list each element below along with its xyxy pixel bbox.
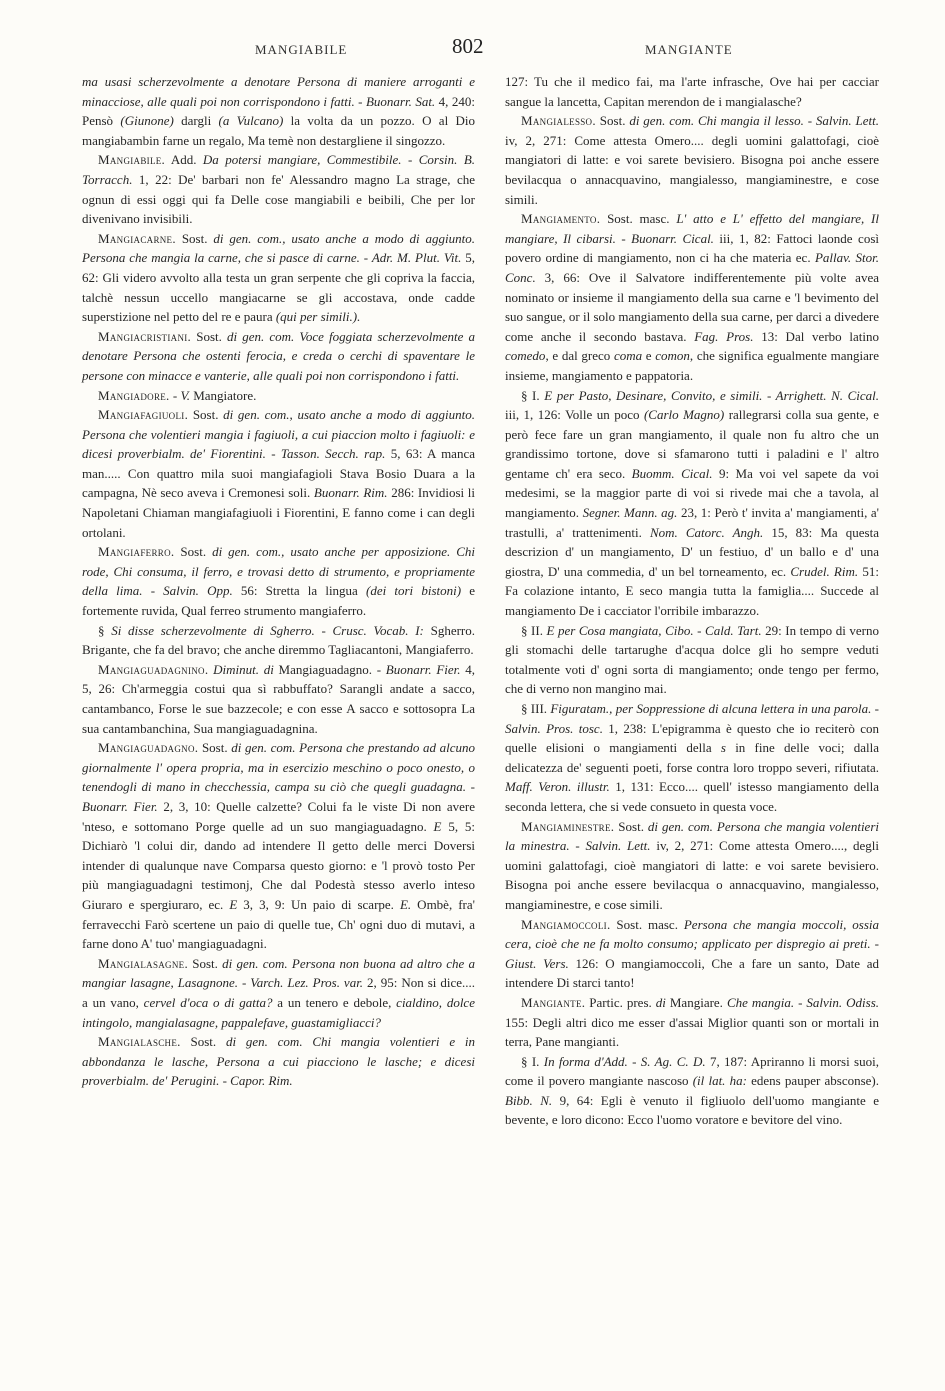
entry-mangiaferro-section: § Si disse scherzevolmente di Sgherro. - Crusc. Vocab. I: Sgherro. Brigante, che fa del bravo; che anche diremmo Tagliacantoni, Mangiaferro.: [82, 622, 475, 658]
headword: Mangialasche.: [98, 1034, 181, 1050]
headword: Mangiaguadagnino.: [98, 661, 209, 677]
headword: Mangialasagne.: [98, 955, 189, 971]
entry-mangiacarne: Mangiacarne. Sost. di gen. com., usato anche a modo di aggiunto. Persona che mangia la carne, che si pasce di carne. - Adr. M. Plut. Vit. 5, 62: Gli videro avvolto alla testa un gran serpente che gli copriva la faccia, talchè nessun uccello mangiacarne se gli accostava, onde cadde superstizione nel petto del re e paura (qui per simili.).: [82, 230, 475, 325]
entry-mangialasagne: Mangialasagne. Sost. di gen. com. Persona non buona ad altro che a mangiar lasagne, Lasagnone. - Varch. Lez. Pros. var. 2, 95: Non si dice.... a un vano, cervel d'oca o di gatta? a un tenero e debole, cialdino, dolce intingolo, mangialasagne, pappalefave, guastamigliacci?: [82, 955, 476, 1030]
running-head-right: MANGIANTE: [645, 42, 733, 57]
headword: Mangiafagiuoli.: [98, 407, 189, 423]
headword: Mangiadore.: [98, 387, 170, 403]
headword: Mangiabile.: [98, 152, 166, 168]
entry-mangiadore: Mangiadore. - V. Mangiatore.: [98, 387, 257, 403]
entry-mangiamoccoli: Mangiamoccoli. Sost. masc. Persona che mangia moccoli, ossia cera, cioè che ne fa molto consumo; applicato per dispregio ai preti. - Giust. Vers. 126: O mangiamoccoli, Che a fare un santo, Date ad intendere Di starci tanto!: [505, 916, 879, 991]
entry-mangiamento-section-1: § I. E per Pasto, Desinare, Convito, e simili. - Arrighett. N. Cical. iii, 1, 126: Volle un poco (Carlo Magno) rallegrarsi colla sua gente, e però fece fare un gran mangiamento, il quale non fu altro che un grandissimo tortone, dove si sfamarono tutti i paladini e l' altro gentame ch' era seco. Buomm. Cical. 9: Ma voi vel sapete da voi medesimi, se la maggior parte di voi si rivede mai che a tavola, al mangiamento. Segner. Mann. ag. 23, 1: Però t' invita a' mangiamenti, a' trastulli, a' trattenimenti. Nom. Catorc. Angh. 15, 83: Ma questa descrizion d' un mangiamento, D' un festiuo, d' un ballo e d' una giostra, D' una commedia, d' un bel torneamento, ec. Crudel. Rim. 51: Fa colazione intanto, E seco mangia tutta la famiglia.... Succede al mangiamento De i cacciator l'orribile imbarazzo.: [505, 387, 879, 619]
headword: Mangiamento.: [521, 211, 601, 227]
left-column: [82, 72, 475, 1091]
headword: Mangialesso.: [521, 113, 596, 129]
entry-mangiafagiuoli: Mangiafagiuoli. Sost. di gen. com., usato anche a modo di aggiunto. Persona che volentieri mangia i fagiuoli, a cui piaccion molto i fagiuoli: e dicesi proverbialm. de' Fiorentini. - Tasson. Secch. rap. 5, 63: A manca man..... Con quattro mila suoi mangiafagioli Stava Bosio Duara a la campagna, Nè seco aveva i Cremonesi soli. Buonarr. Rim. 286: Invidiosi li Napoletani Chiaman mangiafagiuoli i Fiorentini, E fanno come i can degli ortolani.: [82, 407, 476, 540]
entry-mangiabile: Mangiabile. Add. Da potersi mangiare, Commestibile. - Corsin. B. Torracch. 1, 22: De' barbari non fe' Alessandro magno La strage, che ognun di essi oggi qui fa Delle cose mangiabili e beibili, Che per lor divenivano invisibili.: [82, 152, 476, 227]
entry-mangialasche: Mangialasche. Sost. di gen. com. Chi mangia volentieri e in abbondanza le lasche, Persona a cui piacciono le lasche; e dicesi proverbialm. de' Perugini. - Capor. Rim.: [82, 1034, 475, 1089]
right-column: [505, 72, 879, 1130]
entry-mangiaguadagnino: Mangiaguadagnino. Diminut. di Mangiaguadagno. - Buonarr. Fier. 4, 5, 26: Ch'armeggia costui qua sì rabbuffato? Sarangli andate a sacco, cantambanco, Forse le sue bazzecole; e con esse A sacco e sottosopra La sua cantambanchina, Sua mangiaguadagnina.: [82, 661, 476, 736]
headword: Mangiamoccoli.: [521, 916, 611, 932]
running-head-left: MANGIABILE: [255, 42, 348, 57]
headword: Mangiaminestre.: [521, 818, 615, 834]
headword: Mangiacristiani.: [98, 328, 192, 344]
entry-mangiamento-section-2: § II. E per Cosa mangiata, Cibo. - Cald. Tart. 29: In tempo di verno gli stomachi delle tartarughe d'acqua dolce gli ho sempre veduti totalmente voti d' ogni sorta di mangiamento; onde tengo per fermo, che di verno non mangino mai.: [505, 622, 879, 697]
page-number: 802: [452, 34, 484, 58]
headword: Mangiante.: [521, 994, 586, 1010]
entry-mangiante: Mangiante. Partic. pres. di Mangiare. Che mangia. - Salvin. Odiss. 155: Degli altri dico me esser d'assai Miglior quanti son or mortali in terra, Pane mangianti.: [505, 994, 880, 1050]
entry-mangiamento-section-3: § III. Figuratam., per Soppressione di alcuna lettera in una parola. - Salvin. Pros. tosc. 1, 238: L'epigramma è questo che io reciterò con quelle elisioni o mangiamenti della s in fine delle voci; dalla delicatezza de' seguenti poeti, forse contra loro troppo severi, rifiutata. Maff. Veron. illustr. 1, 131: Ecco.... quell' istesso mangiamento della seconda lettera, che si vede consueto in questa voce.: [505, 701, 880, 814]
entry-mangiaferro: Mangiaferro. Sost. di gen. com., usato anche per apposizione. Chi rode, Chi consuma, il ferro, e trovasi detto di strumento, e propriamente della lima. - Salvin. Opp. 56: Stretta la lingua (dei tori bistoni) e fortemente ruvida, Qual ferreo strumento mangiaferro.: [82, 544, 475, 619]
entry-mangiante-section-1: § I. In forma d'Add. - S. Ag. C. D. 7, 187: Apriranno li morsi suoi, come il povero mangiante nascoso (il lat. ha: edens pauper absconse). Bibb. N. 9, 64: Egli è venuto il figliuolo dell'uomo mangiante e bevente, e loro dicono: Ecco l'uomo voratore e bevitore del vino.: [505, 1053, 879, 1128]
entry-mangialesso: Mangialesso. Sost. di gen. com. Chi mangia il lesso. - Salvin. Lett. iv, 2, 271: Come attesta Omero.... degli uomini galattofagi, cioè mangiatori di latte: e voi sarete bevisiero. Bisogna poi anche essere bevilacqua o annacquavino, mangialesso, mangiaminestre, e cose simili.: [505, 113, 880, 207]
entry-mangiacristiani: Mangiacristiani. Sost. di gen. com. Voce foggiata scherzevolmente a denotare Persona che ostenti ferocia, e creda o cerchi di spaventare le persone con minacce e vanterie, alle quali poi non corrispondono i fatti.: [82, 328, 476, 383]
entry-mangiaguadagno: Mangiaguadagno. Sost. di gen. com. Persona che prestando ad alcuno giornalmente l' opera propria, ma in esercizio meschino o poco onesto, o tenendogli di mano in checchessia, campa su ciò che quegli guadagna. - Buonarr. Fier. 2, 3, 10: Quelle calzette? Colui fa le viste Di non avere 'nteso, e sottomano Porge quelle ad un suo mangiaguadagno. E 5, 5: Dichiarò 'l colui dir, dando ad intendere Il getto delle merci Doversi intender di qualunque nave Comparsa questo giorno: e 'l provò tosto Per più mangiaguadagni testimonj, Che dal Podestà stesso averlo inteso Giuraro e spergiuraro, ec. E 3, 3, 9: Un paio di scarpe. E. Ombè, fra' ferravecchi Farò scertene un paio di quelle tue, Ch' ogni duo di mutavi, a farne dono A' tuo' mangiaguadagni.: [82, 740, 476, 952]
headword: Mangiaguadagno.: [98, 740, 199, 756]
headword: Mangiaferro.: [98, 544, 175, 560]
entry-mangiamento: Mangiamento. Sost. masc. L' atto e L' effetto del mangiare, Il mangiare, Il cibarsi. - Buonarr. Cical. iii, 1, 82: Fattoci laonde così povero ordine di mangiamento, non ci ha che materia ec. Pallav. Stor. Conc. 3, 66: Ove il Salvatore indifferentemente più volte avea nominato or insieme il mangiamento della sua carne e 'l bevimento del suo sangue, or il solo mangiamento della sua carne, per darci a divedere come anche il secondo bastava. Fag. Pros. 13: Dal verbo latino comedo, e dal greco coma e comon, che significa egualmente mangiare insieme, mangiamento e pappatoria.: [505, 211, 879, 383]
entry-continuation: ma usasi scherzevolmente a denotare Persona di maniere arroganti e minacciose, alle quali poi non corrispondono i fatti. - Buonarr. Sat. 4, 240: Pensò (Giunone) dargli (a Vulcano) la volta da un pozzo. O al Dio mangiabambin farne un regalo, Ma temè non destargliene il singozzo.: [82, 74, 475, 148]
entry-continuation: 127: Tu che il medico fai, ma l'arte infrasche, Ove hai per cacciar sangue la lancetta, Capitan merendon de i mangialasche?: [505, 74, 879, 109]
entry-mangiaminestre: Mangiaminestre. Sost. di gen. com. Persona che mangia volentieri la minestra. - Salvin. Lett. iv, 2, 271: Come attesta Omero...., degli uomini galattofagi, cioè mangiatori di latte: e voi sarete bevisiero. Bisogna poi anche essere bevilacqua o annacquavino, mangialesso, mangiaminestre, e cose simili.: [505, 818, 879, 912]
headword: Mangiacarne.: [98, 230, 176, 246]
